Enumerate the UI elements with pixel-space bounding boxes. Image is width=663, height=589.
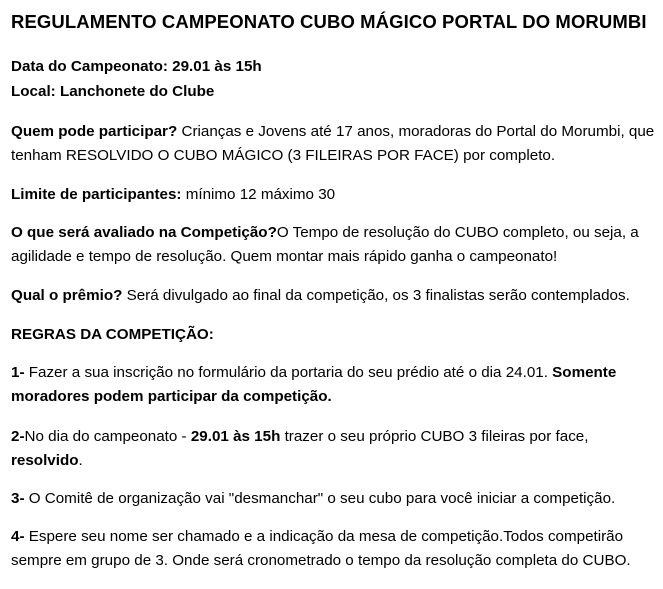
rule-2-number: 2- — [11, 428, 25, 445]
limit-answer: mínimo 12 máximo 30 — [181, 186, 336, 203]
rule-2-line-1 — [11, 426, 588, 448]
rule-2-line-2 — [11, 450, 83, 472]
evaluation-line-1 — [11, 222, 639, 244]
rules-heading: REGRAS DA COMPETIÇÃO: — [11, 326, 214, 343]
prize-question: Qual o prêmio? — [11, 287, 123, 304]
rule-3-line — [11, 488, 615, 510]
who-answer-1: Crianças e Jovens até 17 anos, moradoras do Portal do Morumbi, que — [177, 123, 655, 140]
rule-4-number: 4- — [11, 528, 25, 545]
rule-1-text: Fazer a sua inscrição no formulário da portaria do seu prédio até o dia 24.01. — [24, 364, 553, 381]
rule-3-number: 3- — [11, 490, 25, 507]
prize-line — [11, 285, 630, 307]
rule-2-period: . — [78, 452, 83, 469]
who-question: Quem pode participar? — [11, 123, 178, 140]
rule-4-line-1 — [11, 526, 623, 548]
evaluation-answer-1: O Tempo de resolução do CUBO completo, ou seja, a — [276, 224, 639, 241]
championship-place: Local: Lanchonete do Clube — [11, 83, 215, 100]
rule-2-text-1: No dia do campeonato - — [24, 428, 191, 445]
rule-3-text: O Comitê de organização vai "desmanchar" o seu cubo para você iniciar a competição. — [24, 490, 616, 507]
participant-limit — [11, 184, 335, 206]
evaluation-question: O que será avaliado na Competição? — [11, 224, 277, 241]
prize-answer: Será divulgado ao final da competição, os 3 finalistas serão contemplados. — [122, 287, 630, 304]
rule-1-bold-1: Somente — [552, 364, 617, 381]
rule-1-bold-2: moradores podem participar da competição. — [11, 388, 332, 405]
rule-4-text-2: sempre em grupo de 3. Onde será cronometrado o tempo da resolução completa do CUBO. — [11, 552, 631, 569]
rule-1-line-1 — [11, 362, 616, 384]
evaluation-answer-2: agilidade e tempo de resolução. Quem montar mais rápido ganha o campeonato! — [11, 248, 558, 265]
rule-4-text-1: Espere seu nome ser chamado e a indicação da mesa de competição.Todos competirão — [24, 528, 624, 545]
document-title: REGULAMENTO CAMPEONATO CUBO MÁGICO PORTAL DO MORUMBI — [11, 11, 647, 32]
rule-2-text-2: trazer o seu próprio CUBO 3 fileiras por face, — [280, 428, 589, 445]
who-answer-2: tenham RESOLVIDO O CUBO MÁGICO (3 FILEIRAS POR FACE) por completo. — [11, 147, 556, 164]
who-can-participate-line-1 — [11, 121, 654, 143]
limit-question: Limite de participantes: — [11, 186, 182, 203]
rule-1-number: 1- — [11, 364, 25, 381]
rule-2-resolved: resolvido — [11, 452, 79, 469]
rule-2-date: 29.01 às 15h — [190, 428, 281, 445]
championship-date: Data do Campeonato: 29.01 às 15h — [11, 58, 262, 75]
